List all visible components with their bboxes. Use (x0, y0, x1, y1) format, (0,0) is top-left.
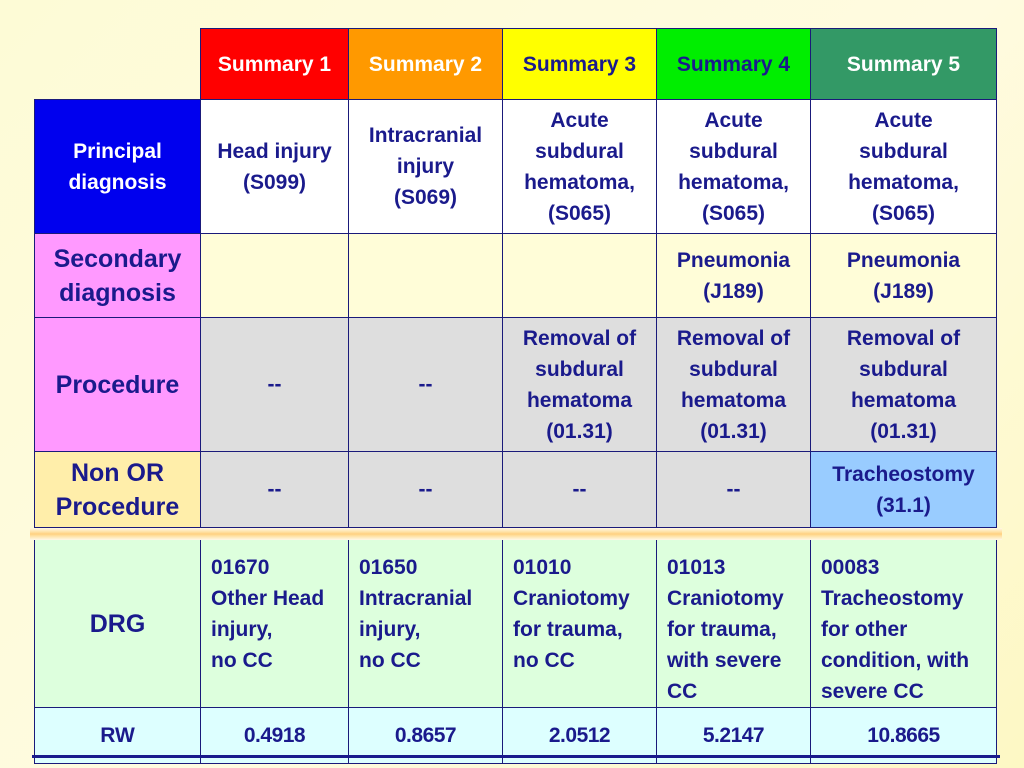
procedure-row (35, 318, 997, 452)
drg-code: 01010 (513, 556, 572, 579)
section-separator (30, 528, 1002, 540)
rw-label: RW (35, 708, 201, 764)
non-or-procedure-1: -- (201, 452, 349, 528)
header-row (35, 29, 997, 100)
procedure-label: Procedure (35, 318, 201, 452)
rw-value-3: 2.0512 (503, 708, 657, 764)
principal-diagnosis-4: Acute subdural hematoma, (S065) (657, 100, 811, 234)
procedure-2: -- (349, 318, 503, 452)
drg-code: 01013 (667, 556, 726, 579)
procedure-3: Removal of subdural hematoma (01.31) (503, 318, 657, 452)
drg-description: Tracheostomy for other condition, with severe CC (821, 587, 970, 703)
summary-5-header: Summary 5 (811, 29, 997, 100)
rw-value-5: 10.8665 (811, 708, 997, 764)
corner-cell (35, 29, 201, 100)
principal-diagnosis-label: Principal diagnosis (35, 100, 201, 234)
procedure-1: -- (201, 318, 349, 452)
drg-1 (201, 540, 349, 708)
secondary-diagnosis-1 (201, 234, 349, 318)
drg-summary-table (34, 28, 997, 764)
non-or-procedure-row (35, 452, 997, 528)
summary-2-header: Summary 2 (349, 29, 503, 100)
drg-3 (503, 540, 657, 708)
non-or-procedure-4: -- (657, 452, 811, 528)
summary-3-header: Summary 3 (503, 29, 657, 100)
rw-value-4: 5.2147 (657, 708, 811, 764)
drg-description: Craniotomy for trauma, no CC (513, 587, 630, 672)
procedure-4: Removal of subdural hematoma (01.31) (657, 318, 811, 452)
drg-2 (349, 540, 503, 708)
non-or-procedure-5: Tracheostomy (31.1) (811, 452, 997, 528)
drg-5 (811, 540, 997, 708)
principal-diagnosis-2: Intracranial injury (S069) (349, 100, 503, 234)
rw-value-2: 0.8657 (349, 708, 503, 764)
drg-description: Craniotomy for trauma, with severe CC (667, 587, 784, 703)
principal-diagnosis-row (35, 100, 997, 234)
rw-value-1: 0.4918 (201, 708, 349, 764)
drg-row (35, 540, 997, 708)
secondary-diagnosis-3 (503, 234, 657, 318)
secondary-diagnosis-row (35, 234, 997, 318)
principal-diagnosis-3: Acute subdural hematoma, (S065) (503, 100, 657, 234)
drg-code: 01670 (211, 556, 270, 579)
non-or-procedure-3: -- (503, 452, 657, 528)
drg-4 (657, 540, 811, 708)
summary-4-header: Summary 4 (657, 29, 811, 100)
secondary-diagnosis-5: Pneumonia (J189) (811, 234, 997, 318)
principal-diagnosis-1: Head injury (S099) (201, 100, 349, 234)
principal-diagnosis-5: Acute subdural hematoma, (S065) (811, 100, 997, 234)
procedure-5: Removal of subdural hematoma (01.31) (811, 318, 997, 452)
drg-code: 01650 (359, 556, 418, 579)
drg-description: Other Head injury, no CC (211, 587, 325, 672)
summary-1-header: Summary 1 (201, 29, 349, 100)
non-or-procedure-2: -- (349, 452, 503, 528)
non-or-procedure-label: Non OR Procedure (35, 452, 201, 528)
secondary-diagnosis-label: Secondary diagnosis (35, 234, 201, 318)
drg-code: 00083 (821, 556, 880, 579)
bottom-rule (32, 755, 1000, 758)
secondary-diagnosis-4: Pneumonia (J189) (657, 234, 811, 318)
drg-label: DRG (35, 540, 201, 708)
drg-description: Intracranial injury, no CC (359, 587, 473, 672)
secondary-diagnosis-2 (349, 234, 503, 318)
